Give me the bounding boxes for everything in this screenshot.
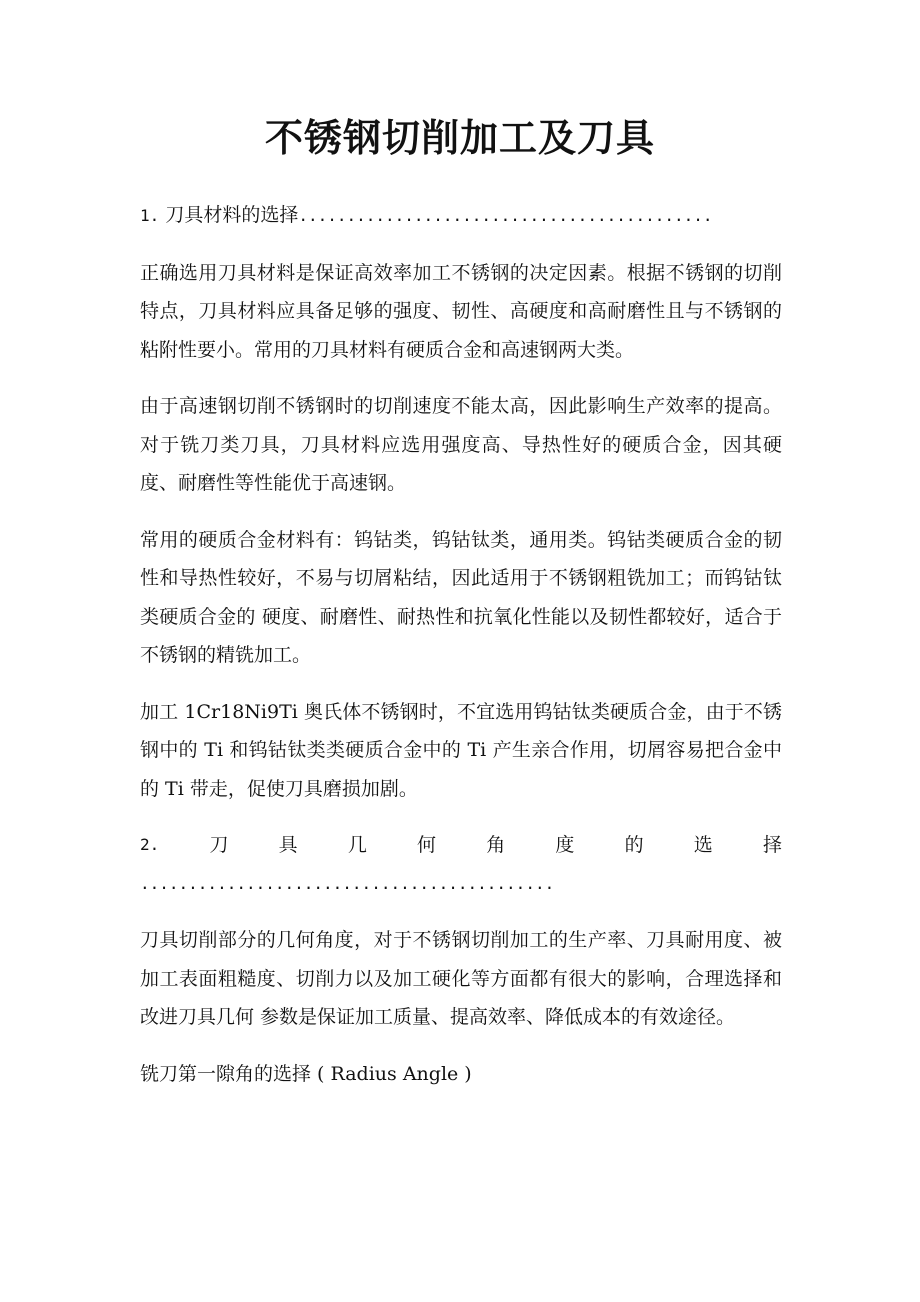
paragraph: 正确选用刀具材料是保证高效率加工不锈钢的决定因素。根据不锈钢的切削特点，刀具材料应具备足够的强度、韧性、高硬度和高耐磨性且与不锈钢的粘附性要小。常用的刀具材料有硬质合金和高速钢两大类。 [140,261,782,361]
section-leader-dots: ........................................... [140,873,555,893]
heading-char: 何 [417,834,437,856]
heading-char: 择 [762,834,782,856]
heading-char: 刀 [209,834,229,856]
paragraph: 由于高速钢切削不锈钢时的切削速度不能太高，因此影响生产效率的提高。对于铣刀类刀具，刀具材料应选用强度高、导热性好的硬质合金，因其硬度、耐磨性等性能优于高速钢。 [140,395,782,494]
section-heading-text: 刀具材料的选择 [165,204,299,226]
heading-char: 度 [555,834,575,856]
heading-char: 具 [278,834,298,856]
section-number: 2. [140,835,160,854]
section-heading-spread [140,826,782,865]
section-heading-1 [140,196,782,236]
document-body [140,196,782,1111]
section-heading-2 [140,826,782,903]
paragraph: 刀具切削部分的几何角度，对于不锈钢切削加工的生产率、刀具耐用度、被加工表面粗糙度、切削力以及加工硬化等方面都有很大的影响，合理选择和改进刀具几何 参数是保证加工质量、提高效率、降低成本的有效途径。 [140,929,782,1028]
paragraph: 铣刀第一隙角的选择 ( Radius Angle ) [140,1062,472,1085]
page-title: 不锈钢切削加工及刀具 [264,116,655,160]
heading-char: 选 [693,834,713,856]
paragraph: 加工 1Cr18Ni9Ti 奥氏体不锈钢时，不宜选用钨钴钛类硬质合金，由于不锈钢中的 Ti 和钨钴钛类类硬质合金中的 Ti 产生亲合作用，切屑容易把合金中的 Ti 带走，促使刀具磨损加剧。 [140,700,782,800]
paragraph: 常用的硬质合金材料有：钨钴类，钨钴钛类，通用类。钨钴类硬质合金的韧性和导热性较好，不易与切屑粘结，因此适用于不锈钢粗铣加工；而钨钴钛类硬质合金的 硬度、耐磨性、耐热性和抗氧化性能以及韧性都较好，适合于不锈钢的精铣加工。 [140,528,782,666]
heading-char: 的 [624,834,644,856]
section-leader-dots: ........................................... [298,206,713,225]
heading-char: 几 [347,834,367,856]
section-number: 1. [140,206,160,225]
heading-char: 角 [486,834,506,856]
